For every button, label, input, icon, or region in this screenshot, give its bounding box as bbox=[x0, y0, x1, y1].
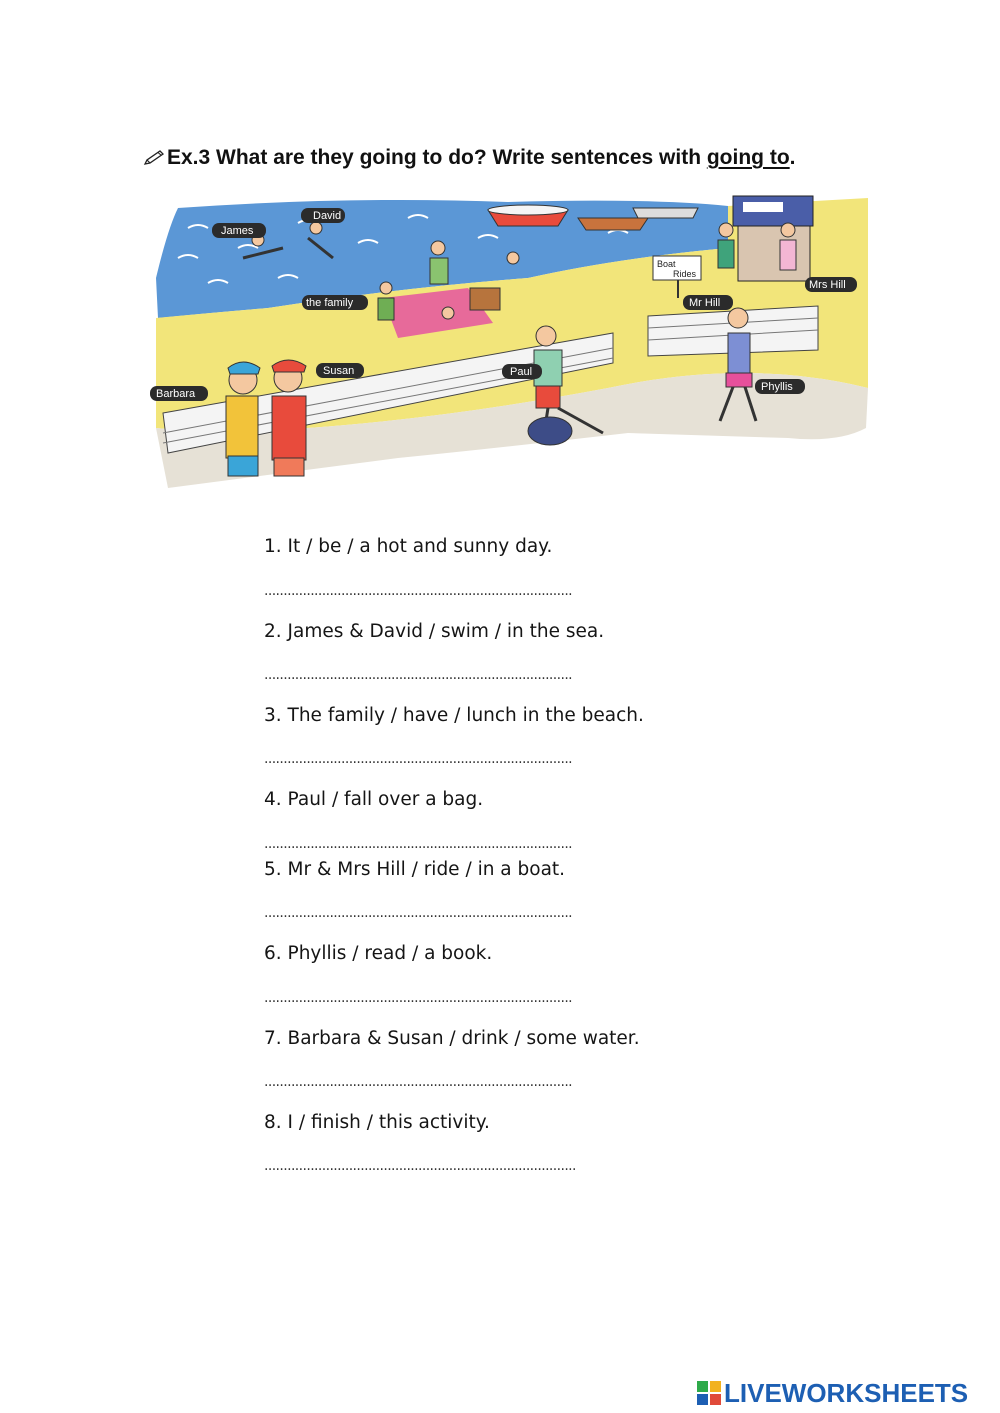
svg-text:Mrs Hill: Mrs Hill bbox=[809, 279, 846, 291]
heading-text: Ex.3 What are they going to do? Write sentences with bbox=[167, 146, 707, 169]
svg-text:Mr Hill: Mr Hill bbox=[689, 297, 721, 309]
question-7: 7. Barbara & Susan / drink / some water. bbox=[264, 1028, 640, 1049]
heading-key-phrase: going to bbox=[706, 146, 790, 169]
name-tag-mrs-hill bbox=[805, 277, 857, 292]
question-1: 1. It / be / a hot and sunny day. bbox=[264, 536, 553, 557]
name-tag-phyllis bbox=[755, 379, 805, 394]
liveworksheets-logo-icon bbox=[697, 1381, 721, 1405]
question-2: 2. James & David / swim / in the sea. bbox=[264, 621, 605, 642]
name-tag-mr-hill bbox=[683, 295, 733, 310]
question-6: 6. Phyllis / read / a book. bbox=[264, 943, 493, 964]
liveworksheets-brand: LIVEWORKSHEETS bbox=[724, 1377, 969, 1408]
svg-text:Susan: Susan bbox=[323, 365, 355, 377]
svg-text:Barbara: Barbara bbox=[156, 388, 196, 400]
name-tag-susan bbox=[316, 363, 364, 378]
name-tag-the-family bbox=[302, 295, 368, 310]
beach-illustration bbox=[148, 188, 870, 493]
svg-text:James: James bbox=[221, 225, 254, 237]
name-tag-paul bbox=[502, 364, 542, 379]
answer-line-1[interactable]: ................................................................................ bbox=[264, 583, 573, 599]
pencil-icon bbox=[143, 146, 167, 170]
answer-line-8[interactable]: ................................................................................. bbox=[264, 1158, 576, 1174]
heading-end: . bbox=[789, 146, 796, 169]
answer-line-6[interactable]: ................................................................................ bbox=[264, 990, 573, 1006]
answer-line-7[interactable]: ................................................................................ bbox=[264, 1074, 573, 1090]
answer-line-4[interactable]: ................................................................................ bbox=[264, 836, 573, 852]
liveworksheets-logo bbox=[697, 1377, 968, 1409]
exercise-heading bbox=[143, 146, 796, 170]
svg-text:Phyllis: Phyllis bbox=[761, 381, 793, 393]
question-3: 3. The family / have / lunch in the beach. bbox=[264, 705, 644, 726]
boat-rides-sign-line2: Rides bbox=[673, 269, 697, 279]
name-tag-barbara bbox=[150, 386, 208, 401]
answer-line-2[interactable]: ................................................................................ bbox=[264, 667, 573, 683]
question-4: 4. Paul / fall over a bag. bbox=[264, 789, 484, 810]
svg-text:David: David bbox=[313, 210, 342, 222]
name-tag-james bbox=[212, 223, 266, 238]
boat-rides-sign-line1: Boat bbox=[657, 259, 676, 269]
question-5: 5. Mr & Mrs Hill / ride / in a boat. bbox=[264, 859, 566, 880]
svg-text:the family: the family bbox=[306, 297, 354, 309]
question-8: 8. I / finish / this activity. bbox=[264, 1112, 490, 1133]
answer-line-5[interactable]: ................................................................................ bbox=[264, 905, 573, 921]
svg-text:Paul: Paul bbox=[510, 366, 533, 378]
name-tag-david bbox=[301, 208, 345, 223]
answer-line-3[interactable]: ................................................................................ bbox=[264, 751, 573, 767]
